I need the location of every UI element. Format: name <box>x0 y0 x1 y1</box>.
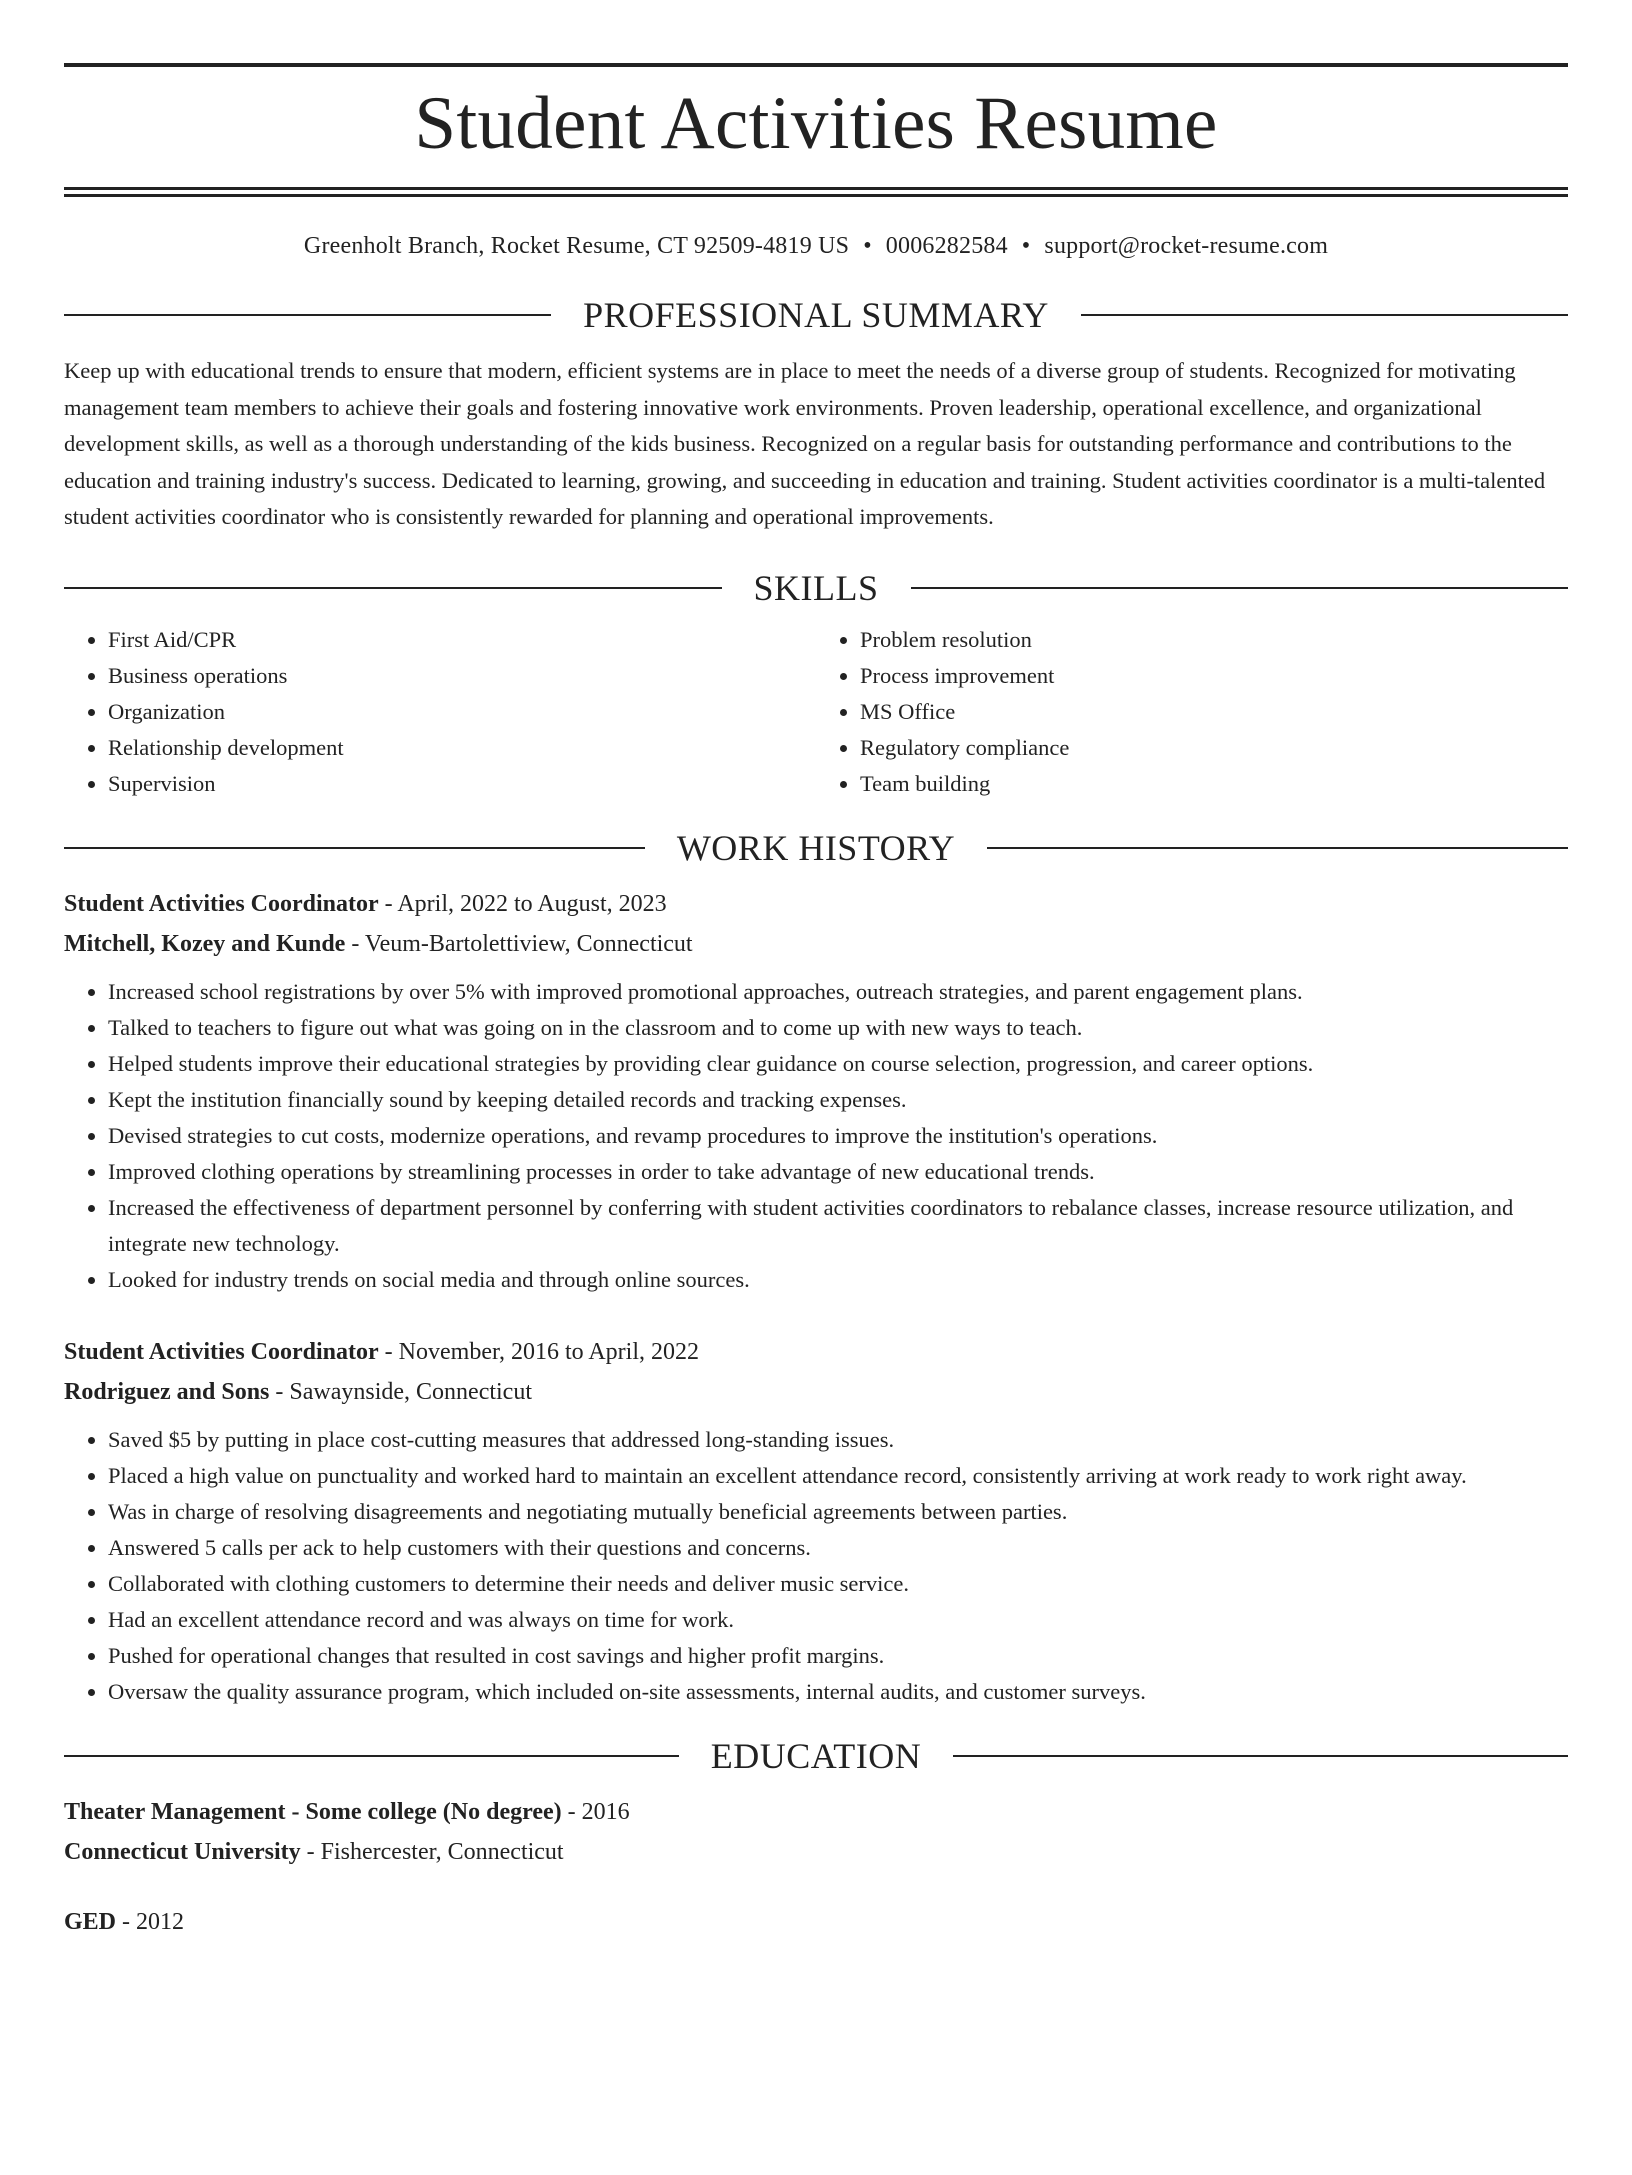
education-location: - Fishercester, Connecticut <box>300 1838 564 1865</box>
job-bullet: • Increased school registrations by over 5% with improved promotional approaches, outreach strategies, and parent engagement plans. <box>108 974 1568 1010</box>
heading-rule <box>987 847 1568 849</box>
job-bullet: • Pushed for operational changes that resulted in cost savings and higher profit margins. <box>108 1638 1568 1674</box>
job-bullet: • Helped students improve their educational strategies by providing clear guidance on course selection, progression, and career options. <box>108 1046 1568 1082</box>
job-bullet: • Improved clothing operations by streamlining processes in order to take advantage of new educational trends. <box>108 1154 1568 1190</box>
section-title: SKILLS <box>753 567 879 608</box>
section-heading-education <box>64 1734 1568 1778</box>
top-divider <box>64 63 1568 67</box>
education-degree-line <box>64 1902 1568 1942</box>
heading-rule <box>953 1755 1568 1757</box>
job-location: - Veum-Bartolettiview, Connecticut <box>345 930 693 957</box>
job-title-line <box>64 1332 1568 1372</box>
job-company-line <box>64 1372 1568 1412</box>
job-bullet: • Talked to teachers to figure out what was going on in the classroom and to come up with new ways to teach. <box>108 1010 1568 1046</box>
job-bullet: • Answered 5 calls per ack to help customers with their questions and concerns. <box>108 1530 1568 1566</box>
education-entry <box>64 1902 1568 1942</box>
job-dates: - November, 2016 to April, 2022 <box>378 1338 700 1365</box>
skill-item: • Supervision <box>108 766 816 802</box>
job-bullet: • Collaborated with clothing customers to determine their needs and deliver music service. <box>108 1566 1568 1602</box>
skills-column-left <box>64 622 816 802</box>
contact-address: Greenholt Branch, Rocket Resume, CT 92509-4819 US <box>303 233 850 259</box>
skills-column-right <box>816 622 1568 802</box>
skill-item: • Process improvement <box>860 658 1568 694</box>
skill-item: • Organization <box>108 694 816 730</box>
job-bullets <box>64 1422 1568 1710</box>
section-title: EDUCATION <box>710 1735 922 1776</box>
job-company: Rodriguez and Sons <box>64 1378 270 1405</box>
title-double-divider <box>64 187 1568 197</box>
summary-text: Keep up with educational trends to ensure that modern, efficient systems are in place to meet the needs of a diverse group of students. Recognized for motivating management team members to achieve their goals and fostering innovative work environments. Proven leadership, operational excellence, and organizational development skills, as well as a thorough understanding of the kids business. Recognized on a regular basis for outstanding performance and contributions to the education and training industry's success. Dedicated to learning, growing, and succeeding in education and training. Student activities coordinator is a multi-talented student activities coordinator who is consistently rewarded for planning and operational improvements. <box>64 358 1546 529</box>
heading-rule <box>64 847 645 849</box>
education-year: - 2012 <box>116 1908 185 1935</box>
education-school-line <box>64 1832 1568 1872</box>
job-bullets <box>64 974 1568 1298</box>
heading-rule <box>1081 314 1568 316</box>
job-bullet: • Increased the effectiveness of department personnel by conferring with student activities coordinators to rebalance classes, increase resource utilization, and integrate new technology. <box>108 1190 1568 1262</box>
work-entry <box>64 1332 1568 1710</box>
job-bullet: • Devised strategies to cut costs, modernize operations, and revamp procedures to improve the institution's operations. <box>108 1118 1568 1154</box>
job-bullet: • Was in charge of resolving disagreements and negotiating mutually beneficial agreements between parties. <box>108 1494 1568 1530</box>
education-school: Connecticut University <box>64 1838 301 1865</box>
skill-item: • Business operations <box>108 658 816 694</box>
job-dates: - April, 2022 to August, 2023 <box>378 890 667 917</box>
resume-page <box>0 63 1632 2175</box>
education-year: - 2016 <box>561 1798 630 1825</box>
job-title: Student Activities Coordinator <box>64 1338 379 1365</box>
skill-item: • MS Office <box>860 694 1568 730</box>
section-heading-work <box>64 826 1568 870</box>
job-bullet: • Oversaw the quality assurance program, which included on-site assessments, internal audits, and customer surveys. <box>108 1674 1568 1710</box>
job-bullet: • Kept the institution financially sound by keeping detailed records and tracking expenses. <box>108 1082 1568 1118</box>
section-title: PROFESSIONAL SUMMARY <box>583 295 1049 335</box>
skill-item: • Relationship development <box>108 730 816 766</box>
job-title-line <box>64 884 1568 924</box>
education-degree: GED <box>64 1908 117 1935</box>
contact-email: support@rocket-resume.com <box>1044 233 1329 259</box>
education-degree-line <box>64 1792 1568 1832</box>
job-company-line <box>64 924 1568 964</box>
work-entry <box>64 884 1568 1298</box>
job-company: Mitchell, Kozey and Kunde <box>64 930 346 957</box>
heading-rule <box>64 587 722 589</box>
job-bullet: • Had an excellent attendance record and was always on time for work. <box>108 1602 1568 1638</box>
resume-title: Student Activities Resume <box>414 82 1218 165</box>
skill-item: • Regulatory compliance <box>860 730 1568 766</box>
contact-phone: 0006282584 <box>885 233 1008 259</box>
job-bullet: • Saved $5 by putting in place cost-cutting measures that addressed long-standing issues. <box>108 1422 1568 1458</box>
education-entry <box>64 1792 1568 1872</box>
contact-separator: • <box>1021 233 1031 259</box>
contact-separator: • <box>863 233 872 259</box>
heading-rule <box>64 1755 679 1757</box>
job-title: Student Activities Coordinator <box>64 890 379 917</box>
section-heading-skills <box>64 566 1568 610</box>
job-location: - Sawaynside, Connecticut <box>269 1378 532 1405</box>
skill-item: • Team building <box>860 766 1568 802</box>
section-heading-summary <box>64 293 1568 337</box>
heading-rule <box>911 587 1569 589</box>
education-degree: Theater Management - Some college (No degree) <box>64 1798 562 1825</box>
heading-rule <box>64 314 551 316</box>
section-title: WORK HISTORY <box>676 827 956 868</box>
job-bullet: • Placed a high value on punctuality and worked hard to maintain an excellent attendance record, consistently arriving at work ready to work right away. <box>108 1458 1568 1494</box>
job-bullet: • Looked for industry trends on social media and through online sources. <box>108 1262 1568 1298</box>
skill-item: • Problem resolution <box>860 622 1568 658</box>
skill-item: • First Aid/CPR <box>108 622 816 658</box>
contact-line <box>64 231 1568 261</box>
skills-list <box>64 622 1568 802</box>
